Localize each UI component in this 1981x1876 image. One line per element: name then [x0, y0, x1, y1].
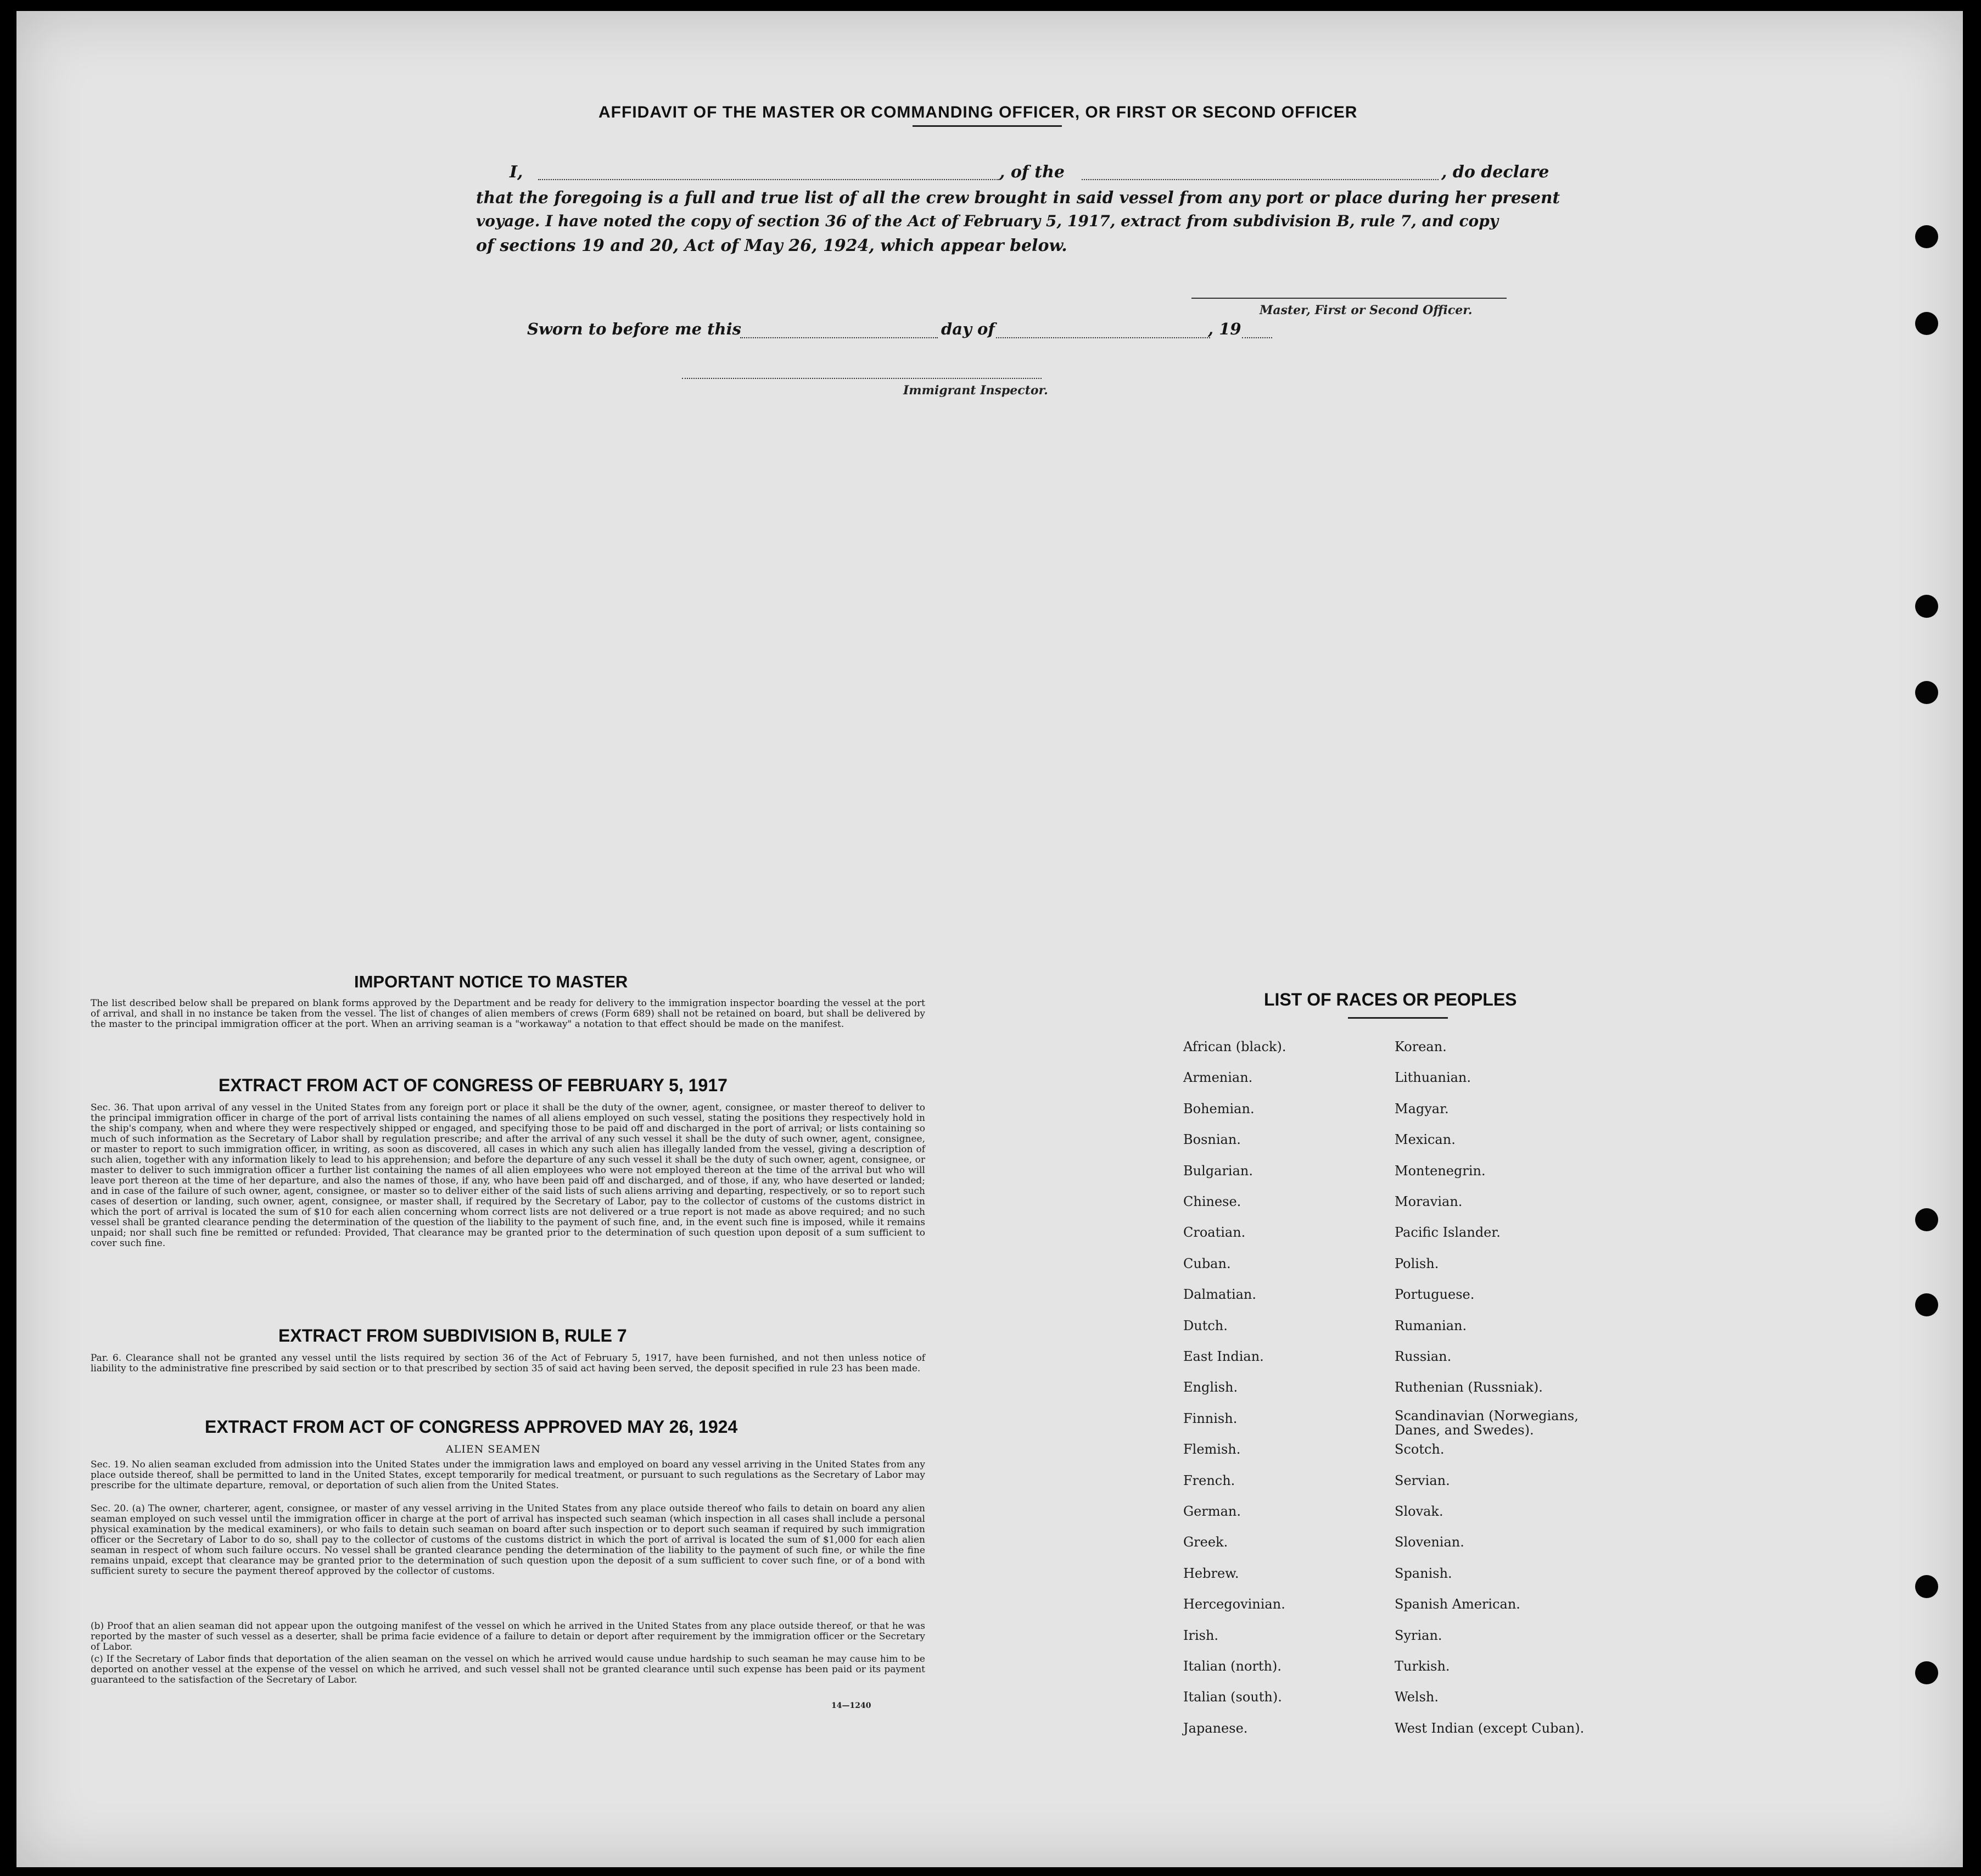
race-item: German. — [1183, 1504, 1241, 1519]
race-item: West Indian (except Cuban). — [1395, 1721, 1585, 1736]
binder-hole — [1915, 1575, 1938, 1598]
extract-1924-sec20b: (b) Proof that an alien seaman did not appear upon the outgoing manifest of the vessel on which he arrived in the United States from any place outside thereof, or that he was reported by the master of such vessel as a deserter, shall be prima facie evidence of a failure to detain or deport after requirement by the immigration officer or the Secretary of Labor. — [91, 1621, 925, 1652]
inspector-signature-line — [682, 378, 1042, 379]
day-blank — [740, 337, 938, 338]
race-item: Syrian. — [1395, 1628, 1442, 1643]
document-sheet — [16, 11, 1963, 1867]
extract-1924-sec20c: (c) If the Secretary of Labor finds that deportation of the alien seaman on the vessel on which he arrived would cause undue hardship to such seaman he may cause him to be deported on another vessel at the expense of the vessel on which he arrived, and such vessel shall not be granted clearance until such expense has been paid or its payment guaranteed to the satisfaction of the Secretary of Labor. — [91, 1654, 925, 1685]
race-item: Dalmatian. — [1183, 1287, 1257, 1302]
declare-of-the: , of the — [999, 163, 1065, 182]
race-item: Montenegrin. — [1395, 1163, 1486, 1179]
binder-hole — [1915, 1208, 1938, 1231]
race-item: Italian (north). — [1183, 1659, 1282, 1674]
race-item: English. — [1183, 1380, 1238, 1395]
declaration-line-3: voyage. I have noted the copy of section 36 of the Act of February 5, 1917, extract from subdivision B, rule 7, and copy — [476, 212, 1499, 230]
extract-1924-sec20a: Sec. 20. (a) The owner, charterer, agent, consignee, or master of any vessel arriving in the United States from any place outside thereof who fails to detain on board any alien seaman employed on such vessel until the immigration officer in charge at the port of arrival has inspected such seaman (which inspection in all cases shall include a personal physical examination by the medical examiners), or who fails to detain such seaman on board after such inspection or to deport such seaman if required by such immigration officer or the Secretary of Labor to do so, shall pay to the collector of customs of the customs district in which the port of arrival is located the sum of $1,000 for each alien seaman in respect of whom such failure occurs. No vessel shall be granted clearance pending the determination of the liability to the payment of such fine, or while the fine remains unpaid, except that clearance may be granted prior to the determination of such question upon the deposit of a sum sufficient to cover such fine, or of a bond with sufficient surety to secure the payment thereof approved by the collector of customs. — [91, 1503, 925, 1577]
alien-seamen-subtitle: ALIEN SEAMEN — [446, 1443, 541, 1455]
race-item: Greek. — [1183, 1534, 1228, 1550]
race-item: Spanish American. — [1395, 1596, 1520, 1612]
affidavit-title: AFFIDAVIT OF THE MASTER OR COMMANDING OFFICER, OR FIRST OR SECOND OFFICER — [598, 103, 1358, 121]
race-item: Servian. — [1395, 1473, 1450, 1488]
race-item: Rumanian. — [1395, 1318, 1467, 1333]
race-item: Pacific Islander. — [1395, 1225, 1501, 1240]
month-blank — [996, 337, 1210, 338]
declare-i: I, — [510, 163, 523, 182]
race-item: Croatian. — [1183, 1225, 1246, 1240]
form-number: 14—1240 — [831, 1701, 871, 1710]
declaration-line-2: that the foregoing is a full and true list of all the crew brought in said vessel from any port or place during her present — [476, 188, 1560, 207]
binder-hole — [1915, 681, 1938, 704]
master-signature-label: Master, First or Second Officer. — [1260, 303, 1473, 317]
race-item: Ruthenian (Russniak). — [1395, 1380, 1543, 1395]
declaration-line-4: of sections 19 and 20, Act of May 26, 1924, which appear below. — [476, 236, 1067, 255]
race-item: African (black). — [1183, 1039, 1286, 1054]
binder-hole — [1915, 225, 1938, 248]
binder-hole — [1915, 312, 1938, 335]
name-blank — [538, 179, 999, 180]
year-blank — [1242, 337, 1272, 338]
extract-1924-sec19: Sec. 19. No alien seaman excluded from admission into the United States under the immigration laws and employed on board any vessel arriving in the United States from any place outside thereof, shall be permitted to land in the United States, except temporarily for medical treatment, or pursuant to such regulations as the Secretary of Labor may prescribe for the ultimate departure, removal, or deportation of such alien from the United States. — [91, 1459, 925, 1491]
race-item: Slovenian. — [1395, 1534, 1464, 1550]
race-item: French. — [1183, 1473, 1235, 1488]
race-item: Spanish. — [1395, 1566, 1452, 1581]
race-item: Magyar. — [1395, 1101, 1449, 1116]
race-item: Finnish. — [1183, 1411, 1238, 1426]
race-item: Bosnian. — [1183, 1132, 1241, 1147]
title-underline — [913, 125, 1062, 127]
race-item: Portuguese. — [1395, 1287, 1475, 1302]
race-item: Moravian. — [1395, 1194, 1463, 1209]
race-item: Cuban. — [1183, 1256, 1231, 1271]
race-item: Hercegovinian. — [1183, 1596, 1285, 1612]
master-signature-line — [1191, 298, 1507, 299]
race-item: Scotch. — [1395, 1442, 1445, 1457]
race-item: Scandinavian (Norwegians, Danes, and Swedes). — [1395, 1408, 1579, 1438]
extract-1924-title: EXTRACT FROM ACT OF CONGRESS APPROVED MAY 26, 1924 — [205, 1417, 738, 1437]
sworn-text: Sworn to before me this — [527, 320, 741, 338]
races-title-underline — [1348, 1017, 1448, 1019]
race-item: Armenian. — [1183, 1070, 1253, 1085]
race-item: Bohemian. — [1183, 1101, 1255, 1116]
races-title: LIST OF RACES OR PEOPLES — [1264, 990, 1517, 1009]
race-item: Lithuanian. — [1395, 1070, 1471, 1085]
race-item: Chinese. — [1183, 1194, 1241, 1209]
binder-hole — [1915, 595, 1938, 618]
extract-1917-title: EXTRACT FROM ACT OF CONGRESS OF FEBRUARY 5, 1917 — [219, 1075, 728, 1095]
race-item: Mexican. — [1395, 1132, 1456, 1147]
race-item: Italian (south). — [1183, 1689, 1282, 1705]
race-item: Turkish. — [1395, 1659, 1450, 1674]
race-item: East Indian. — [1183, 1349, 1264, 1364]
race-item: Japanese. — [1183, 1721, 1248, 1736]
race-item: Korean. — [1395, 1039, 1447, 1054]
extract-rule7-title: EXTRACT FROM SUBDIVISION B, RULE 7 — [278, 1326, 627, 1345]
extract-rule7-text: Par. 6. Clearance shall not be granted any vessel until the lists required by section 36 of the Act of February 5, 1917, have been furnished, and not then unless notice of liability to the administrative fine prescribed by said section or to that prescribed by section 35 of said act having been served, the deposit specified in rule 23 has been made. — [91, 1353, 925, 1374]
notice-text: The list described below shall be prepared on blank forms approved by the Department and be ready for delivery to the immigration inspector boarding the vessel at the port of arrival, and shall in no instance be taken from the vessel. The list of changes of alien members of crews (Form 689) shall not be retained on board, but shall be delivered by the master to the principal immigration officer at the port. When an arriving seaman is a "workaway" a notation to that effect should be made on the manifest. — [91, 998, 925, 1030]
inspector-signature-label: Immigrant Inspector. — [903, 383, 1048, 398]
race-item: Flemish. — [1183, 1442, 1241, 1457]
declare-do-declare: , do declare — [1441, 163, 1549, 182]
race-item: Bulgarian. — [1183, 1163, 1253, 1179]
extract-1917-text: Sec. 36. That upon arrival of any vessel in the United States from any foreign port or place it shall be the duty of the owner, agent, consignee, or master thereof to deliver to the principal immigration officer in charge of the port of arrival lists containing the names of all aliens employed on such vessel, stating the positions they respectively hold in the ship's company, when and where they were respectively shipped or engaged, and specifying those to be paid off and discharged in the port of arrival; or lists containing so much of such information as the Secretary of Labor shall by regulation prescribe; and after the arrival of any such vessel it shall be the duty of such owner, agent, consignee, or master to report to such immigration officer, in writing, as soon as discovered, all cases in which any such alien has illegally landed from the vessel, giving a description of such alien, together with any information likely to lead to his apprehension; and before the departure of any such vessel it shall be the duty of such owner, agent, consignee, or master to deliver to such immigration officer a further list containing the names of all alien employees who were not employed thereon at the time of the arrival but who will leave port thereon at the time of her departure, and also the names of those, if any, who have been paid off and discharged, and of those, if any, who have deserted or landed; and in case of the failure of such owner, agent, consignee, or master so to deliver either of the said lists of such aliens arriving and departing, respectively, or so to report such cases of desertion or landing, such owner, agent, consignee, or master shall, if required by the Secretary of Labor, pay to the collector of customs of the customs district in which the port of arrival is located the sum of $10 for each alien concerning whom correct lists are not delivered or a true report is not made as above required; and no such vessel shall be granted clearance pending the determination of the question of the liability to the payment of such fine, and, in the event such fine is imposed, while it remains unpaid; nor shall such fine be remitted or refunded: Provided, That clearance may be granted prior to the determination of such question upon deposit of a sum sufficient to cover such fine. — [91, 1102, 925, 1249]
race-item: Dutch. — [1183, 1318, 1228, 1333]
notice-title: IMPORTANT NOTICE TO MASTER — [354, 972, 628, 991]
race-item: Irish. — [1183, 1628, 1219, 1643]
race-item: Slovak. — [1395, 1504, 1443, 1519]
day-of-text: day of — [941, 320, 995, 338]
race-item: Polish. — [1395, 1256, 1439, 1271]
race-item: Hebrew. — [1183, 1566, 1239, 1581]
year-text: , 19 — [1208, 320, 1241, 338]
race-item: Welsh. — [1395, 1689, 1439, 1705]
vessel-blank — [1082, 179, 1439, 180]
binder-hole — [1915, 1661, 1938, 1684]
race-item: Russian. — [1395, 1349, 1452, 1364]
binder-hole — [1915, 1293, 1938, 1316]
